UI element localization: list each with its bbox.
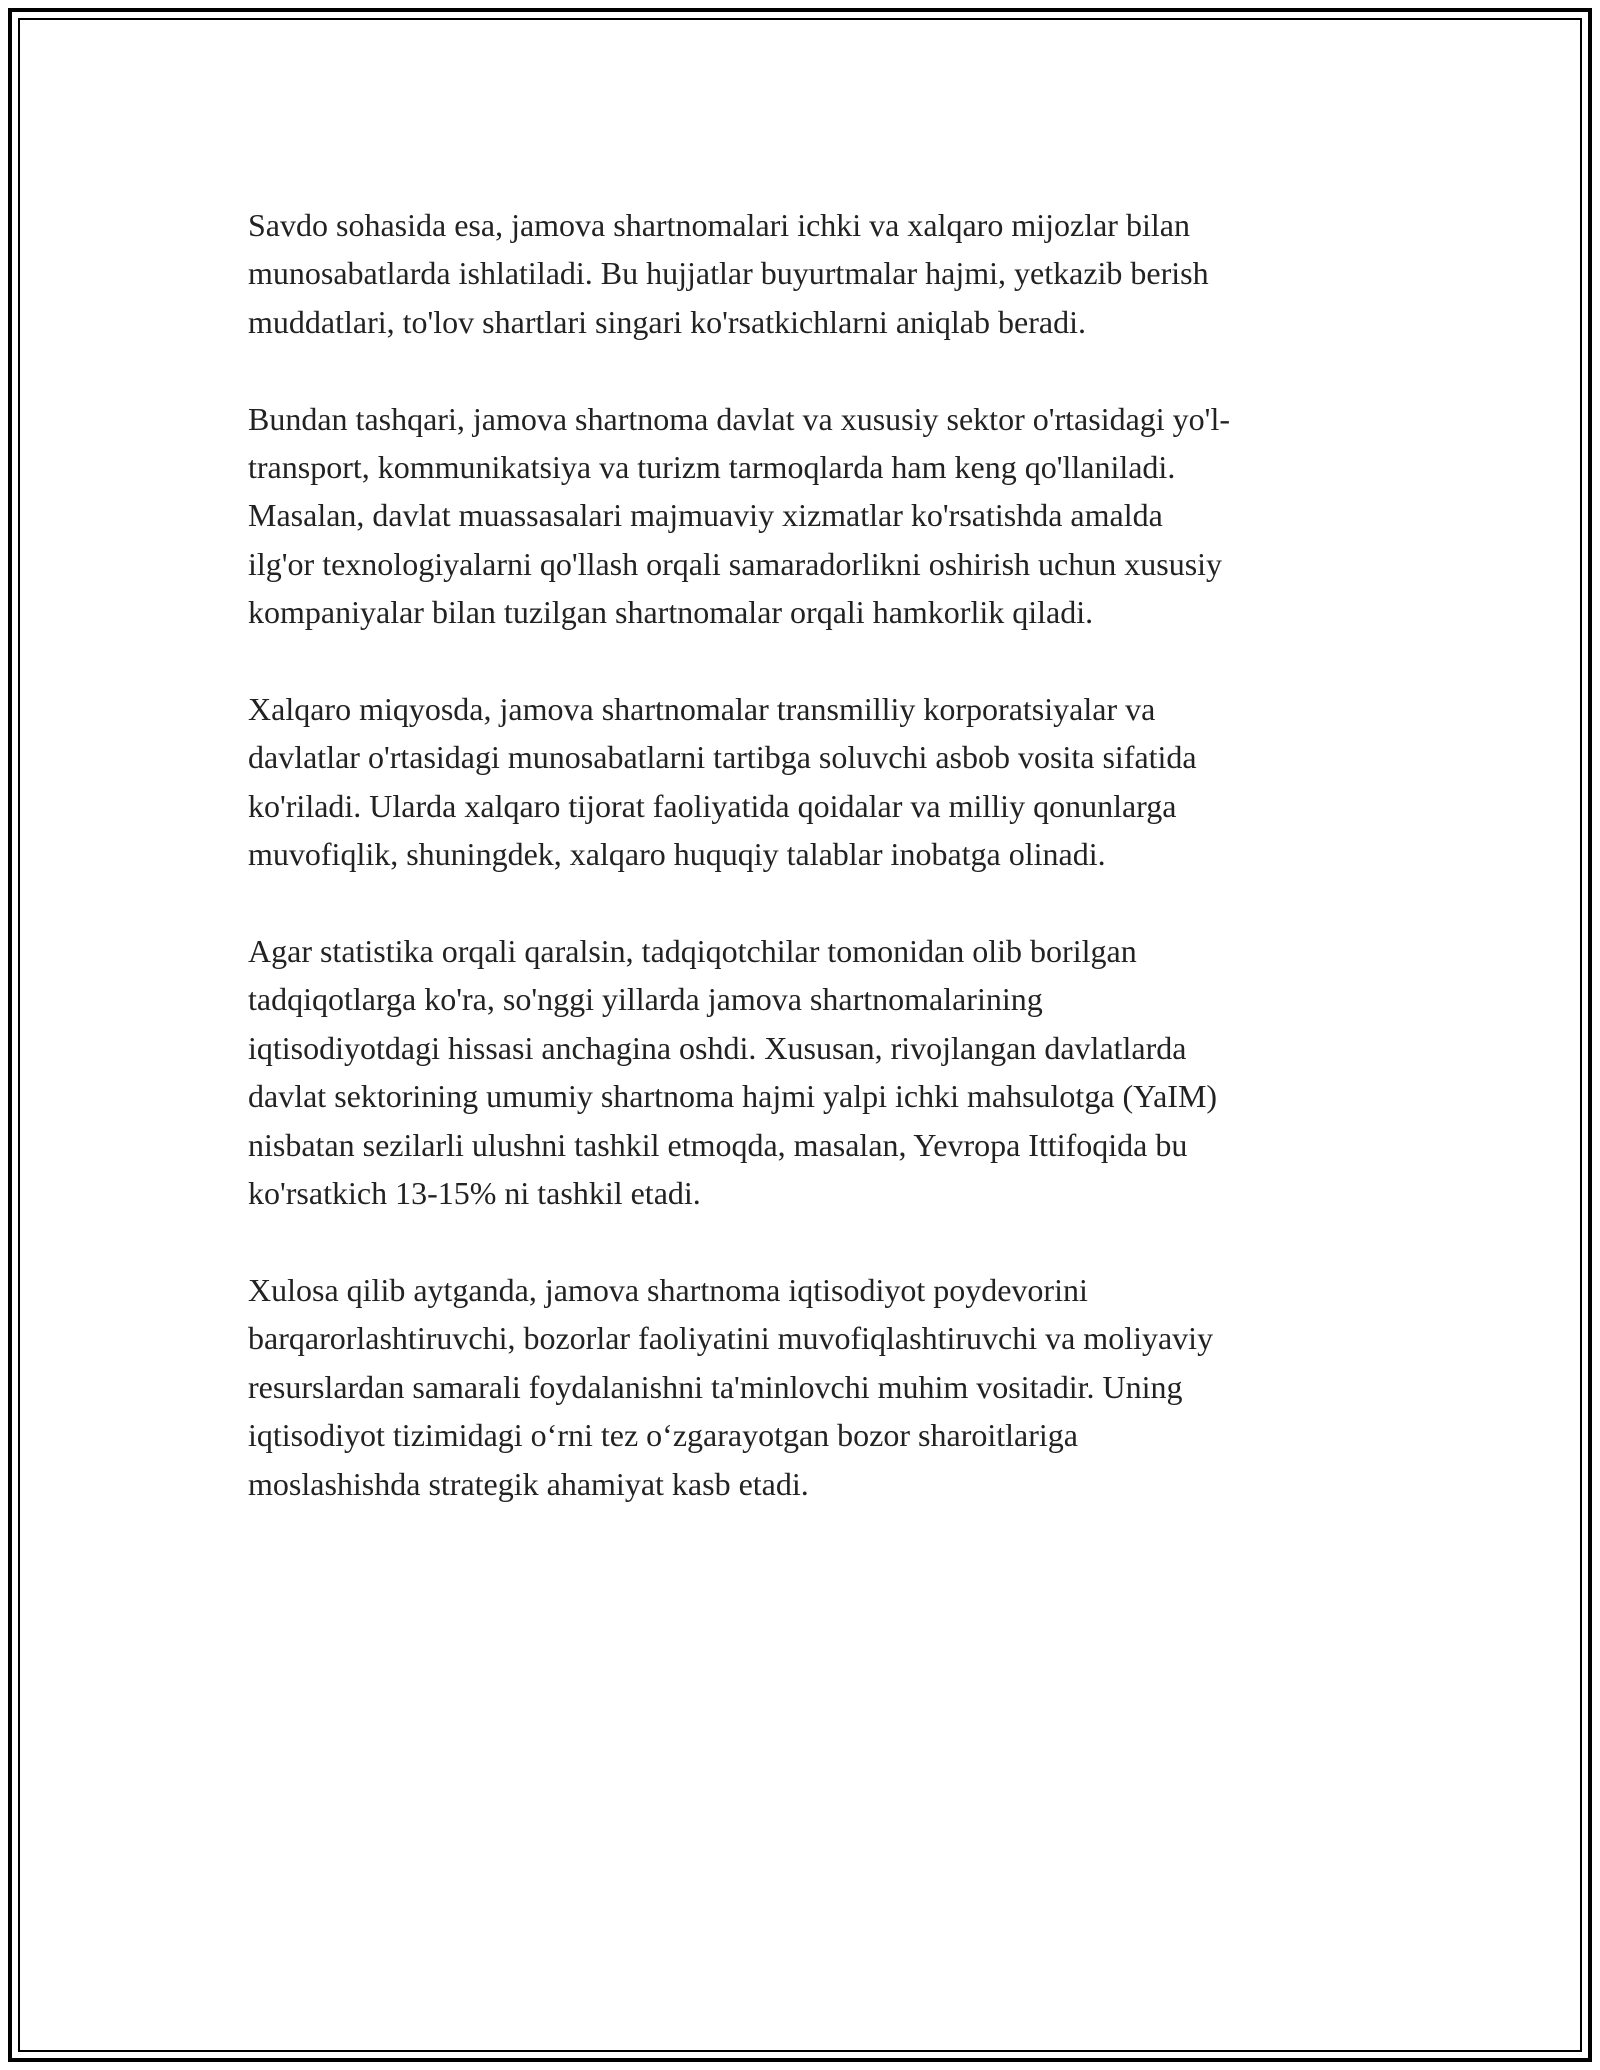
text-line: tadqiqotlarga ko'ra, so'nggi yillarda jamova shartnomalarining xyxy=(248,981,1043,1018)
paragraph-bundan xyxy=(248,395,1378,637)
paragraph-statistika xyxy=(248,927,1378,1217)
text-line: ilg'or texnologiyalarni qo'llash orqali samaradorlikni oshirish uchun xususiy xyxy=(248,545,1223,582)
text-line: Xalqaro miqyosda, jamova shartnomalar transmilliy korporatsiyalar va xyxy=(248,691,1156,728)
text-line: davlat sektorining umumiy shartnoma hajmi yalpi ichki mahsulotga (YaIM) xyxy=(248,1078,1218,1115)
text-line: davlatlar o'rtasidagi munosabatlarni tartibga soluvchi asbob vosita sifatida xyxy=(248,739,1197,776)
text-line: Xulosa qilib aytganda, jamova shartnoma iqtisodiyot poydevorini xyxy=(248,1271,1088,1308)
paragraph-xalqaro xyxy=(248,685,1378,879)
text-line: iqtisodiyot tizimidagi o‘rni tez o‘zgarayotgan bozor sharoitlariga xyxy=(248,1417,1078,1454)
document-body xyxy=(248,201,1378,1556)
text-line: moslashishda strategik ahamiyat kasb etadi. xyxy=(248,1465,809,1502)
page-border xyxy=(8,8,1592,2062)
text-line: muvofiqlik, shuningdek, xalqaro huquqiy talablar inobatga olinadi. xyxy=(248,836,1106,873)
text-line: resurslardan samarali foydalanishni ta'minlovchi muhim vositadir. Uning xyxy=(248,1368,1183,1405)
text-line: Bundan tashqari, jamova shartnoma davlat va xususiy sektor o'rtasidagi yo'l- xyxy=(248,400,1230,437)
text-line: transport, kommunikatsiya va turizm tarmoqlarda ham keng qo'llaniladi. xyxy=(248,449,1176,486)
text-line: ko'riladi. Ularda xalqaro tijorat faoliyatida qoidalar va milliy qonunlarga xyxy=(248,787,1177,824)
text-line: muddatlari, to'lov shartlari singari ko'rsatkichlarni aniqlab beradi. xyxy=(248,303,1086,340)
text-line: iqtisodiyotdagi hissasi anchagina oshdi. Xususan, rivojlangan davlatlarda xyxy=(248,1029,1187,1066)
text-line: Agar statistika orqali qaralsin, tadqiqotchilar tomonidan olib borilgan xyxy=(248,933,1137,970)
text-line: ko'rsatkich 13-15% ni tashkil etadi. xyxy=(248,1175,701,1212)
text-line: munosabatlarda ishlatiladi. Bu hujjatlar buyurtmalar hajmi, yetkazib berish xyxy=(248,255,1209,292)
text-line: barqarorlashtiruvchi, bozorlar faoliyatini muvofiqlashtiruvchi va moliyaviy xyxy=(248,1320,1214,1357)
text-line: Masalan, davlat muassasalari majmuaviy xizmatlar ko'rsatishda amalda xyxy=(248,497,1163,534)
paragraph-xulosa xyxy=(248,1266,1378,1508)
text-line: Savdo sohasida esa, jamova shartnomalari ichki va xalqaro mijozlar bilan xyxy=(248,207,1190,243)
text-line: nisbatan sezilarli ulushni tashkil etmoqda, masalan, Yevropa Ittifoqida bu xyxy=(248,1126,1188,1163)
paragraph-savdo xyxy=(248,201,1378,346)
text-line: kompaniyalar bilan tuzilgan shartnomalar orqali hamkorlik qiladi. xyxy=(248,594,1094,631)
